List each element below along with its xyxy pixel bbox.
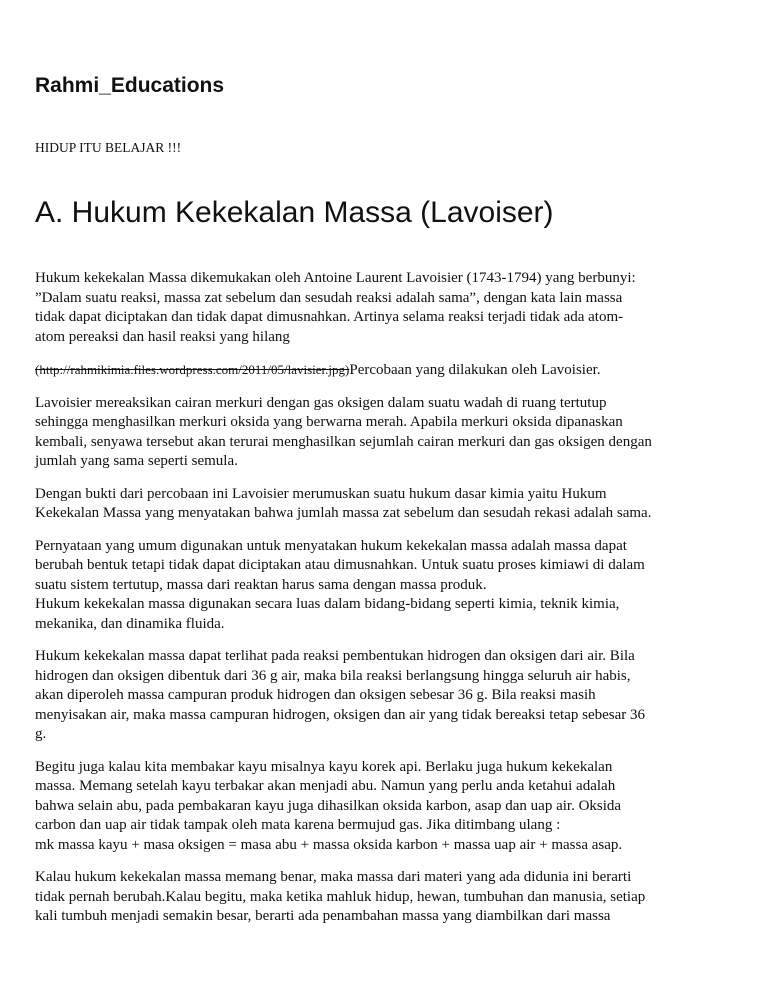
paragraph-line: tidak dapat diciptakan dan tidak dapat dimusnahkan. Artinya selama reaksi terjadi tidak ada atom- [35,309,624,325]
paragraph-line: carbon dan uap air tidak tampak oleh mata karena bermujud gas. Jika ditimbang ulang : [35,817,561,833]
paragraph-line: mekanika, dan dinamika fluida. [35,615,225,632]
paragraph-line: Hukum kekekalan massa digunakan secara luas dalam bidang-bidang seperti kimia, teknik kimia, [35,596,620,612]
post-title: A. Hukum Kekekalan Massa (Lavoiser) [35,196,554,229]
paragraph-line: akan diperoleh massa campuran produk hidrogen dan oksigen sebesar 36 g. Bila reaksi masih [35,687,596,703]
paragraph-8 [35,868,735,927]
paragraph-line: sehingga menghasilkan merkuri oksida yang berwarna merah. Apabila merkuri oksida dipanaskan [35,414,623,430]
image-caption-line [35,360,735,381]
image-caption: Percobaan yang dilakukan oleh Lavoisier. [349,362,601,378]
paragraph-line: Kalau hukum kekekalan massa memang benar, maka massa dari materi yang ada didunia ini berarti [35,869,632,885]
paragraph-line: Pernyataan yang umum digunakan untuk menyatakan hukum kekekalan massa adalah massa dapat [35,537,627,554]
site-tagline: HIDUP ITU BELAJAR !!! [35,140,182,155]
paragraph-line: kembali, senyawa tersebut akan terurai menghasilkan sejumlah cairan merkuri dan gas oksigen dengan [35,433,652,450]
paragraph-line: atom pereaksi dan hasil reaksi yang hilang [35,328,290,345]
paragraph-line: jumlah yang sama seperti semula. [35,453,238,469]
paragraph-line: Lavoisier mereaksikan cairan merkuri dengan gas oksigen dalam suatu wadah di ruang tertutup [35,394,607,411]
paragraph-line: Hukum kekekalan Massa dikemukakan oleh Antoine Laurent Lavoisier (1743-1794) yang berbunyi: [35,270,636,286]
paragraph-line: Hukum kekekalan massa dapat terlihat pada reaksi pembentukan hidrogen dan oksigen dari air. Bila [35,648,635,664]
paragraph-4 [35,485,735,524]
paragraph-line: hidrogen dan oksigen dibentuk dari 36 g air, maka bila reaksi berlangsung hingga seluruh air habis, [35,667,631,684]
paragraph-5 [35,537,735,635]
paragraph-7 [35,758,735,856]
paragraph-line: menyisakan air, maka massa campuran hidrogen, oksigen dan air yang tidak bereaksi tetap sebesar 36 [35,706,646,723]
paragraph-line: Begitu juga kalau kita membakar kayu misalnya kayu korek api. Berlaku juga hukum kekekalan [35,758,613,775]
paragraph-line: kali tumbuh menjadi semakin besar, berarti ada penambahan massa yang diambilkan dari massa [35,908,611,924]
paragraph-line: Dengan bukti dari percobaan ini Lavoisier merumuskan suatu hukum dasar kimia yaitu Hukum [35,485,607,502]
paragraph-line: tidak pernah berubah.Kalau begitu, maka ketika mahluk hidup, hewan, tumbuhan dan manusia, setiap [35,888,646,905]
paragraph-line: mk massa kayu + masa oksigen = masa abu + massa oksida karbon + massa uap air + massa asap. [35,836,623,853]
site-title[interactable]: Rahmi_Educations [35,74,225,97]
paragraph-3 [35,394,735,472]
paragraph-line: massa. Memang setelah kayu terbakar akan menjadi abu. Namun yang perlu anda ketahui adalah [35,778,616,794]
paragraph-line: ”Dalam suatu reaksi, massa zat sebelum dan sesudah reaksi adalah sama”, dengan kata lain massa [35,289,623,306]
paragraph-line: Kekekalan Massa yang menyatakan bahwa jumlah massa zat sebelum dan sesudah rekasi adalah sama. [35,505,652,521]
image-link[interactable]: (http://rahmikimia.files.wordpress.com/2011/05/lavisier.jpg) [35,362,350,377]
paragraph-6 [35,647,735,745]
paragraph-line: suatu sistem tertutup, massa dari reaktan harus sama dengan massa produk. [35,576,487,593]
paragraph-line: berubah bentuk tetapi tidak dapat diciptakan atau dimusnahkan. Untuk suatu proses kimiawi di dalam [35,557,645,573]
paragraph-1 [35,269,735,347]
paragraph-line: bahwa selain abu, pada pembakaran kayu juga dihasilkan oksida karbon, asap dan uap air. Oksida [35,797,622,814]
post-content [35,269,735,940]
image-caption-paragraph [35,360,735,381]
paragraph-line: g. [35,726,47,742]
